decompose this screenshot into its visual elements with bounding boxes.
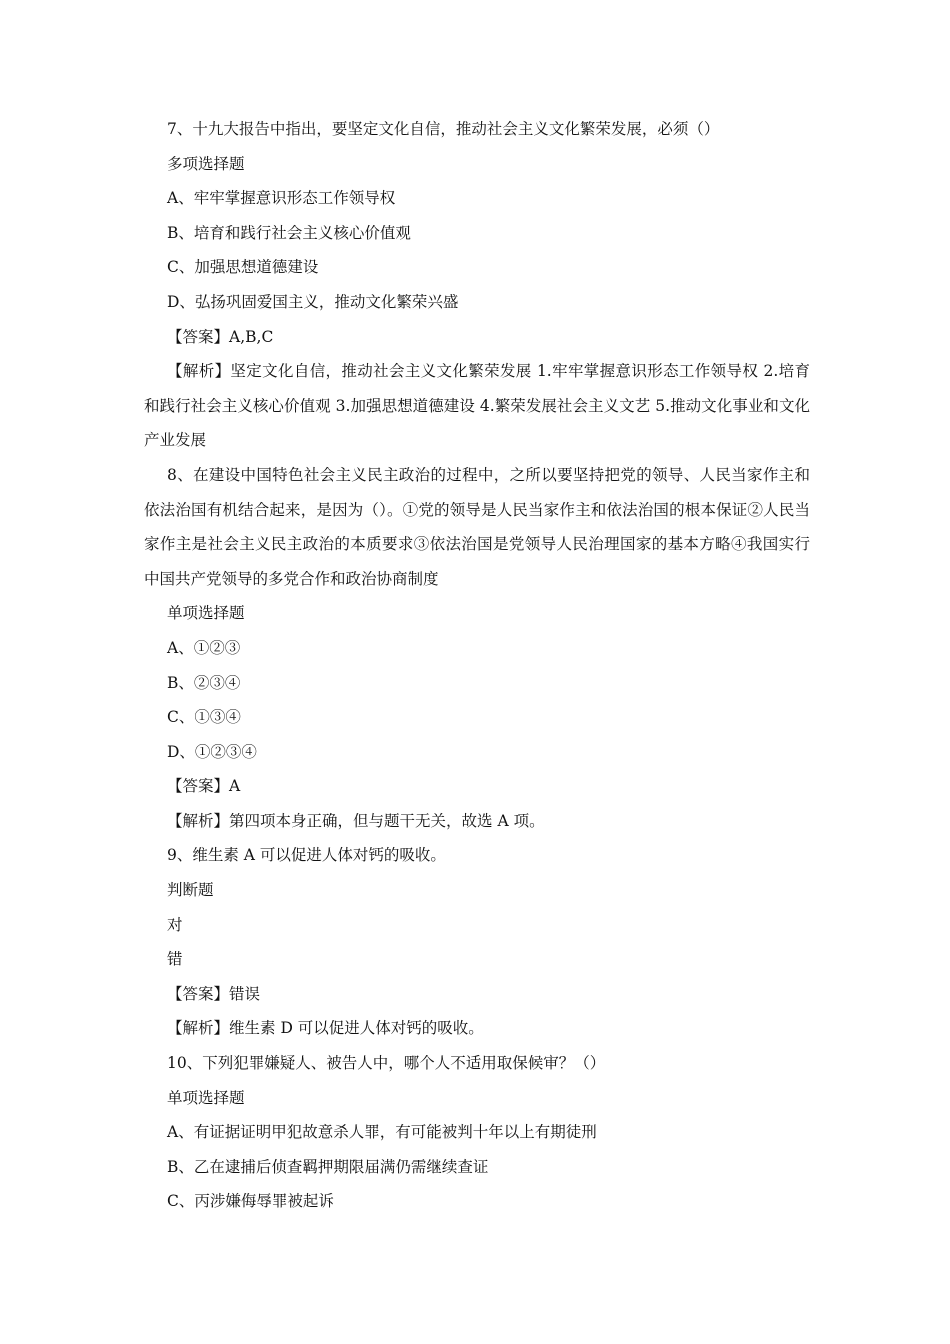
question-10-option-b: B、乙在逮捕后侦查羁押期限届满仍需继续查证 bbox=[167, 1157, 489, 1176]
answer-value: A,B,C bbox=[229, 327, 274, 346]
question-10-text: 10、下列犯罪嫌疑人、被告人中，哪个人不适用取保候审？（） bbox=[167, 1054, 606, 1073]
analysis-text: 维生素 D 可以促进人体对钙的吸收。 bbox=[229, 1019, 484, 1038]
question-7-option-d: D、弘扬巩固爱国主义，推动文化繁荣兴盛 bbox=[167, 292, 459, 311]
question-8-option-b: B、②③④ bbox=[167, 673, 241, 692]
question-10-type: 单项选择题 bbox=[167, 1088, 245, 1107]
analysis-label: 【解析】 bbox=[167, 1019, 230, 1038]
question-8-text: 8、在建设中国特色社会主义民主政治的过程中，之所以要坚持把党的领导、人民当家作主和依法治国有机结合起来，是因为（）。①党的领导是人民当家作主和依法治国的根本保证②人民当家作主是社会主义民主政治的本质要求③依法治国是党领导人民治理国家的基本方略④我国实行中国共产党领导的多党合作和政治协商制度 bbox=[144, 465, 810, 588]
document-content bbox=[144, 112, 810, 1219]
question-9-text: 9、维生素 A 可以促进人体对钙的吸收。 bbox=[167, 846, 446, 865]
question-10-option-c: C、丙涉嫌侮辱罪被起诉 bbox=[167, 1192, 334, 1211]
question-7-answer bbox=[144, 320, 810, 355]
question-7-option-a: A、牢牢掌握意识形态工作领导权 bbox=[167, 189, 396, 208]
question-7-analysis bbox=[144, 354, 810, 458]
answer-value: 错误 bbox=[229, 984, 261, 1003]
question-7-text: 7、十九大报告中指出，要坚定文化自信，推动社会主义文化繁荣发展，必须（） bbox=[167, 120, 720, 138]
question-8-option-a: A、①②③ bbox=[167, 638, 241, 657]
answer-label: 【答案】 bbox=[167, 777, 230, 796]
question-7-option-c: C、加强思想道德建设 bbox=[167, 258, 319, 277]
question-7-option-b: B、培育和践行社会主义核心价值观 bbox=[167, 223, 411, 242]
analysis-text: 第四项本身正确，但与题干无关，故选 A 项。 bbox=[229, 811, 545, 830]
answer-value: A bbox=[229, 777, 241, 796]
question-9-option-false: 错 bbox=[167, 950, 183, 969]
analysis-label: 【解析】 bbox=[167, 362, 231, 381]
question-8-type: 单项选择题 bbox=[167, 604, 245, 623]
question-9-analysis bbox=[144, 1011, 810, 1046]
question-9-option-true: 对 bbox=[167, 915, 183, 934]
question-9-answer bbox=[144, 977, 810, 1012]
question-7-type: 多项选择题 bbox=[167, 154, 245, 173]
question-9-type: 判断题 bbox=[167, 881, 214, 900]
question-10-option-a: A、有证据证明甲犯故意杀人罪，有可能被判十年以上有期徒刑 bbox=[167, 1123, 597, 1142]
question-8-option-c: C、①③④ bbox=[167, 708, 241, 727]
answer-label: 【答案】 bbox=[167, 984, 230, 1003]
question-8-option-d: D、①②③④ bbox=[167, 742, 257, 761]
question-8-answer bbox=[144, 769, 810, 804]
answer-label: 【答案】 bbox=[167, 327, 230, 346]
analysis-text: 坚定文化自信，推动社会主义文化繁荣发展 1.牢牢掌握意识形态工作领导权 2.培育和践行社会主义核心价值观 3.加强思想道德建设 4.繁荣发展社会主义文艺 5.推动文化事业和文化产业发展 bbox=[144, 362, 810, 450]
analysis-label: 【解析】 bbox=[167, 811, 230, 830]
question-8-analysis bbox=[144, 804, 810, 839]
